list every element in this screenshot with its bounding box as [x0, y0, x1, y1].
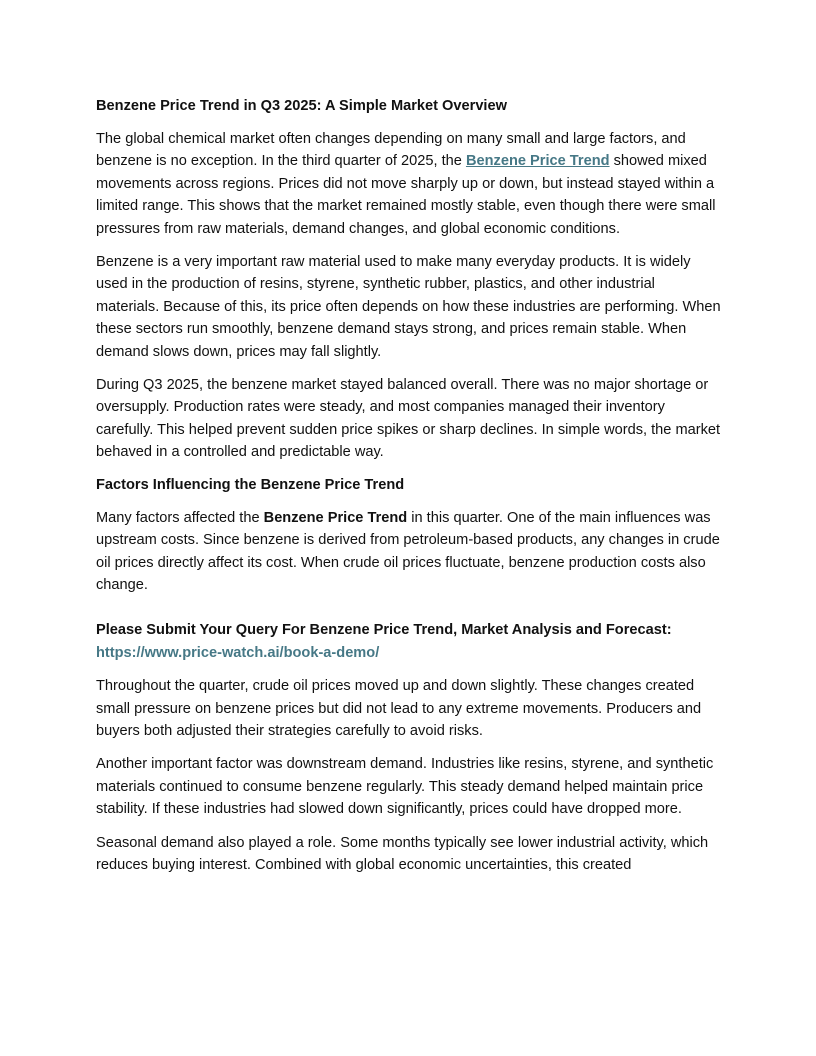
query-text: Please Submit Your Query For Benzene Price Trend, Market Analysis and Forecast: — [96, 622, 672, 639]
downstream-demand-paragraph: Another important factor was downstream demand. Industries like resins, styrene, and synthetic materials continued to consume benzene regularly. This steady demand helped maintain price stability. If these industries had slowed down significantly, prices could have dropped more. — [96, 756, 714, 818]
benzene-price-trend-link[interactable]: Benzene Price Trend — [465, 153, 610, 170]
factors-text-after: in this quarter. One of the main influences was upstream costs. Since benzene is derived from petroleum-based products, any changes in crude oil prices directly affect its cost. When crude oil prices fluctuate, benzene production costs also change. — [96, 509, 720, 593]
intro-text-after: showed mixed movements across regions. Prices did not move sharply up or down, but instead stayed within a limited range. This shows that the market remained mostly stable, even though there were small pressures from raw materials, demand changes, and global economic conditions. — [96, 153, 716, 237]
seasonal-demand-paragraph: Seasonal demand also played a role. Some months typically see lower industrial activity, which reduces buying interest. Combined with global economic uncertainties, this created — [96, 834, 709, 873]
book-demo-link[interactable]: https://www.price-watch.ai/book-a-demo/ — [96, 644, 380, 661]
factors-heading: Factors Influencing the Benzene Price Trend — [96, 476, 405, 493]
document-title: Benzene Price Trend in Q3 2025: A Simple Market Overview — [96, 98, 507, 114]
factors-paragraph — [96, 507, 722, 597]
query-paragraph — [96, 619, 722, 664]
crude-oil-paragraph: Throughout the quarter, crude oil prices moved up and down slightly. These changes created small pressure on benzene prices but did not lead to any extreme movements. Producers and buyers both adjusted their strategies carefully to avoid risks. — [96, 678, 702, 739]
intro-paragraph — [96, 128, 722, 240]
factors-bold-term: Benzene Price Trend — [263, 509, 408, 526]
q3-balance-paragraph: During Q3 2025, the benzene market stayed balanced overall. There was no major shortage or oversupply. Production rates were steady, and most companies managed their inventory carefully. This helped prevent sudden price spikes or sharp declines. In simple words, the market behaved in a controlled and predictable way. — [96, 377, 721, 461]
spacer — [96, 607, 722, 619]
factors-text-before: Many factors affected the — [96, 509, 264, 526]
raw-material-paragraph: Benzene is a very important raw material used to make many everyday products. It is widely used in the production of resins, styrene, synthetic rubber, plastics, and other industrial materials. Because of this, its price often depends on how these industries are performing. When these sectors run smoothly, benzene demand stays strong, and prices remain stable. When demand slows down, prices may fall slightly. — [96, 254, 721, 360]
document-page — [96, 96, 722, 887]
intro-text-before: The global chemical market often changes depending on many small and large factors, and benzene is no exception. In the third quarter of 2025, the — [96, 131, 686, 170]
